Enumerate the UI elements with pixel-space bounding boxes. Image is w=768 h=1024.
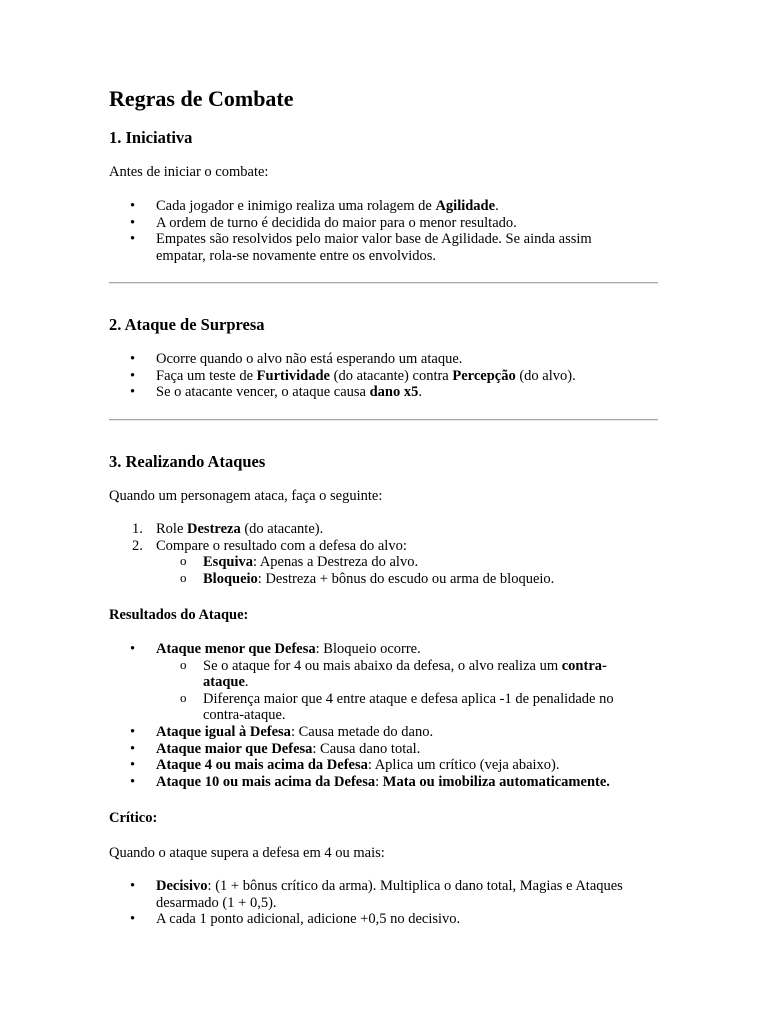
section-heading-realizando-ataques: 3. Realizando Ataques: [109, 452, 266, 471]
section-heading-ataque-surpresa: 2. Ataque de Surpresa: [109, 315, 265, 334]
list-item: • Empates são resolvidos pelo maior valor base de Agilidade. Se ainda assim empatar, rola-se novamente entre os envolvidos.: [109, 231, 616, 264]
sub-list-defesa: [109, 554, 612, 587]
bullet-list-ataque-surpresa: [109, 351, 659, 401]
list-item: • A ordem de turno é decidida do maior para o menor resultado.: [109, 215, 659, 232]
list-item: • Ataque igual à Defesa: Causa metade do dano.: [109, 724, 659, 741]
list-item: o Se o ataque for 4 ou mais abaixo da defesa, o alvo realiza um contra-ataque.: [156, 658, 641, 691]
paragraph-iniciativa-intro: Antes de iniciar o combate:: [109, 164, 269, 180]
list-item: • Ataque 4 ou mais acima da Defesa: Aplica um crítico (veja abaixo).: [109, 757, 659, 774]
list-item: 1. Role Destreza (do atacante).: [132, 521, 324, 537]
subheading-resultados: Resultados do Ataque:: [109, 607, 249, 623]
bullet-list-resultados: [109, 641, 659, 790]
list-item: 2. Compare o resultado com a defesa do alvo: o Esquiva: Apenas a Destreza do alvo. o Bloqueio: Destreza + bônus do escudo ou arma de bloqueio.: [109, 538, 659, 588]
list-item: o Bloqueio: Destreza + bônus do escudo ou arma de bloqueio.: [156, 571, 612, 588]
list-item: • Decisivo: (1 + bônus crítico da arma). Multiplica o dano total, Magias e Ataques desarmado (1 + 0,5).: [109, 878, 659, 911]
section-heading-iniciativa: 1. Iniciativa: [109, 128, 193, 147]
page-title: Regras de Combate: [109, 86, 294, 111]
list-item: • Faça um teste de Furtividade (do atacante) contra Percepção (do alvo).: [109, 368, 659, 385]
numbered-list-ataque: [109, 521, 659, 587]
list-item: • Ocorre quando o alvo não está esperando um ataque.: [109, 351, 659, 368]
list-item: • Se o atacante vencer, o ataque causa dano x5.: [109, 384, 659, 401]
list-item: • Cada jogador e inimigo realiza uma rolagem de Agilidade.: [109, 198, 659, 215]
list-item: • Ataque 10 ou mais acima da Defesa: Mata ou imobiliza automaticamente.: [109, 774, 659, 791]
bullet-list-critico: [109, 878, 659, 928]
list-item: • A cada 1 ponto adicional, adicione +0,5 no decisivo.: [109, 911, 659, 928]
subheading-critico: Crítico:: [109, 810, 158, 826]
list-item: • Ataque maior que Defesa: Causa dano total.: [109, 741, 659, 758]
list-item: • Ataque menor que Defesa: Bloqueio ocorre. o Se o ataque for 4 ou mais abaixo da defesa, o alvo realiza um contra-ataque. o Diferença maior que 4 entre ataque e defesa aplica -1 de penalidade no contra-ataque.: [109, 641, 659, 724]
bullet-list-iniciativa: [109, 198, 659, 264]
sub-list-bloqueio: [109, 658, 612, 724]
list-item: o Diferença maior que 4 entre ataque e defesa aplica -1 de penalidade no contra-ataque.: [156, 691, 648, 724]
paragraph-realizando-intro: Quando um personagem ataca, faça o seguinte:: [109, 488, 383, 504]
horizontal-divider: [109, 419, 658, 421]
list-item: o Esquiva: Apenas a Destreza do alvo.: [156, 554, 612, 571]
paragraph-critico-intro: Quando o ataque supera a defesa em 4 ou mais:: [109, 845, 385, 861]
horizontal-divider: [109, 282, 658, 284]
